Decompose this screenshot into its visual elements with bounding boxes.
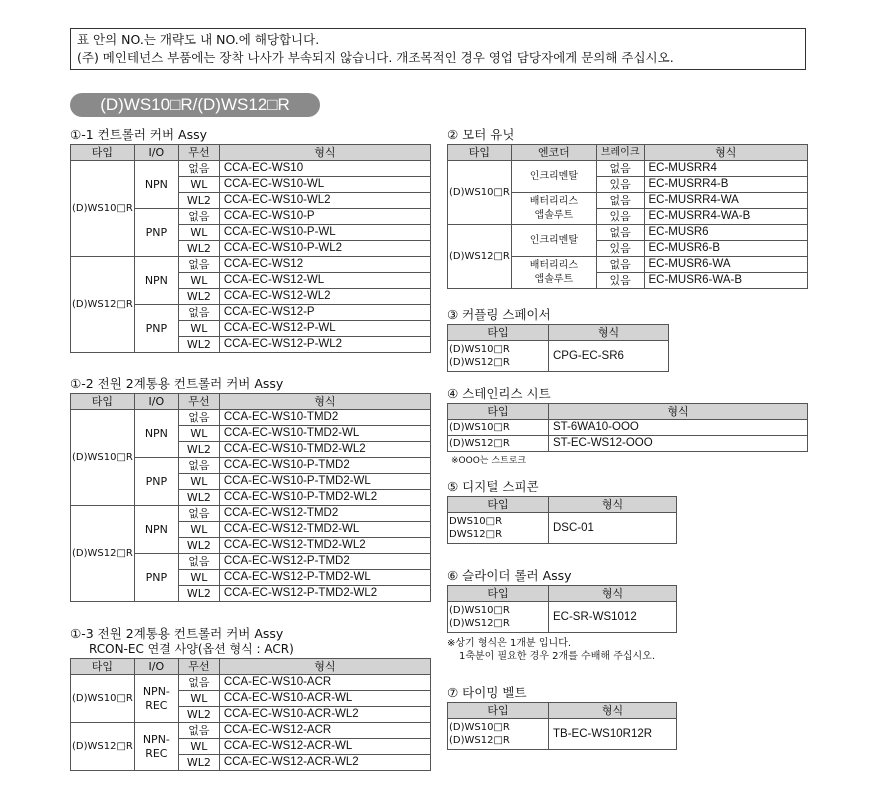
table-cell: NPN: [134, 257, 178, 305]
slider-roller-table: [447, 585, 677, 633]
table-row: [448, 513, 677, 544]
table-header-row: [71, 394, 431, 410]
section-title-5: ⑤ 디지털 스피콘: [447, 479, 539, 494]
table-header-row: [448, 497, 677, 513]
table-cell: 있음: [596, 209, 644, 225]
table-cell: CCA-EC-WS10-P: [219, 209, 430, 225]
table-cell: 형식: [219, 394, 430, 410]
table-row: [71, 506, 431, 522]
table-cell: WL2: [178, 586, 219, 602]
slider-note-2: 1축분이 필요한 경우 2개를 수배해 주십시오.: [459, 651, 656, 662]
table-cell: WL: [178, 522, 219, 538]
table-cell: 없음: [178, 554, 219, 570]
table-row: [448, 719, 677, 750]
dual-power-cover-table: [70, 393, 431, 602]
table-cell: CCA-EC-WS10-TMD2: [219, 410, 430, 426]
table-cell: 타입: [448, 325, 549, 341]
table-cell: CCA-EC-WS12-P-TMD2-WL: [219, 570, 430, 586]
table-row: [448, 225, 808, 241]
table-cell: (D)WS10□R (D)WS12□R: [448, 341, 549, 372]
col-model: 형식: [219, 145, 430, 161]
table-cell: (D)WS12□R: [448, 225, 512, 289]
table-cell: (D)WS10□R: [71, 161, 135, 257]
table-cell: 없음: [178, 305, 219, 321]
notice-line-2: (주) 메인테넌스 부품에는 장착 나사가 부속되지 않습니다. 개조목적인 경우 영업 담당자에게 문의해 주십시오.: [77, 50, 674, 65]
table-cell: WL2: [178, 490, 219, 506]
table-header-row: [448, 404, 808, 420]
table-row: [448, 420, 808, 436]
table-cell: WL: [178, 321, 219, 337]
table-cell: CCA-EC-WS12-TMD2-WL2: [219, 538, 430, 554]
timing-belt-table: [447, 702, 677, 750]
table-cell: WL2: [178, 193, 219, 209]
table-row: [448, 161, 808, 177]
table-cell: WL2: [178, 755, 219, 771]
table-cell: ST-EC-WS12-OOO: [549, 436, 808, 452]
table-cell: CCA-EC-WS12-P-WL: [219, 321, 430, 337]
table-cell: ST-6WA10-OOO: [549, 420, 808, 436]
table-cell: 타입: [448, 497, 549, 513]
table-cell: 없음: [596, 193, 644, 209]
table-cell: WL: [178, 739, 219, 755]
table-cell: EC-MUSRR4-WA-B: [644, 209, 808, 225]
table-cell: 형식: [219, 659, 430, 675]
table-row: [448, 602, 677, 633]
col-type: 타입: [71, 145, 135, 161]
table-cell: 인크리멘탈: [511, 161, 596, 193]
table-cell: 없음: [178, 209, 219, 225]
table-cell: (D)WS12□R: [71, 723, 135, 771]
table-cell: CCA-EC-WS10-ACR-WL: [219, 691, 430, 707]
table-cell: TB-EC-WS10R12R: [549, 719, 677, 750]
table-cell: CCA-EC-WS12-WL2: [219, 289, 430, 305]
table-cell: (D)WS10□R: [448, 161, 512, 225]
section-title-6: ⑥ 슬라이더 롤러 Assy: [447, 568, 572, 583]
table-cell: 타입: [448, 145, 512, 161]
table-cell: 없음: [178, 458, 219, 474]
table-cell: 형식: [549, 404, 808, 420]
table-cell: 없음: [178, 723, 219, 739]
table-cell: (D)WS12□R: [71, 257, 135, 353]
rcon-cover-table: [70, 658, 431, 771]
table-cell: CCA-EC-WS10-P-TMD2-WL: [219, 474, 430, 490]
table-row: [71, 675, 431, 691]
table-cell: 브레이크: [596, 145, 644, 161]
table-cell: CCA-EC-WS10-ACR: [219, 675, 430, 691]
table-cell: CCA-EC-WS12-P-TMD2-WL2: [219, 586, 430, 602]
table-cell: 없음: [596, 257, 644, 273]
table-cell: 형식: [549, 325, 669, 341]
digital-speedcon-table: [447, 496, 677, 544]
table-cell: WL2: [178, 289, 219, 305]
table-cell: 없음: [178, 675, 219, 691]
table-cell: (D)WS12□R: [71, 506, 135, 602]
table-cell: WL2: [178, 442, 219, 458]
table-cell: (D)WS10□R (D)WS12□R: [448, 602, 549, 633]
table-cell: 배터리리스 앱솔루트: [511, 257, 596, 289]
table-cell: 타입: [71, 659, 135, 675]
table-cell: CCA-EC-WS10: [219, 161, 430, 177]
table-cell: PNP: [134, 209, 178, 257]
table-cell: 없음: [596, 161, 644, 177]
table-cell: 있음: [596, 241, 644, 257]
table-cell: NPN: [134, 410, 178, 458]
controller-cover-table: [70, 144, 431, 353]
table-cell: 타입: [71, 394, 135, 410]
table-cell: 형식: [549, 703, 677, 719]
table-cell: 형식: [549, 586, 677, 602]
col-wireless: 무선: [178, 145, 219, 161]
table-cell: 있음: [596, 177, 644, 193]
stainless-note: ※OOO는 스트로크: [451, 456, 527, 466]
coupling-spacer-table: [447, 324, 669, 372]
table-cell: CCA-EC-WS10-ACR-WL2: [219, 707, 430, 723]
table-cell: 있음: [596, 273, 644, 289]
table-cell: WL2: [178, 337, 219, 353]
table-cell: (D)WS10□R: [448, 420, 549, 436]
table-cell: EC-MUSRR4: [644, 161, 808, 177]
table-row: [448, 436, 808, 452]
table-cell: NPN: [134, 506, 178, 554]
table-cell: 없음: [178, 161, 219, 177]
table-cell: CCA-EC-WS12-ACR-WL: [219, 739, 430, 755]
table-cell: (D)WS10□R: [71, 675, 135, 723]
table-cell: WL: [178, 474, 219, 490]
table-row: [71, 257, 431, 273]
table-cell: 없음: [178, 410, 219, 426]
table-header-row: [448, 145, 808, 161]
table-cell: WL: [178, 426, 219, 442]
table-row: [71, 723, 431, 739]
table-cell: 엔코더: [511, 145, 596, 161]
table-cell: NPN- REC: [134, 675, 178, 723]
table-cell: EC-MUSRR4-WA: [644, 193, 808, 209]
table-cell: 배터리리스 앱솔루트: [511, 193, 596, 225]
table-cell: EC-MUSR6-WA-B: [644, 273, 808, 289]
table-header-row: [71, 659, 431, 675]
table-row: [448, 341, 669, 372]
section-title-1-2: ①-2 전원 2계통용 컨트롤러 커버 Assy: [70, 376, 284, 391]
table-cell: CCA-EC-WS12-TMD2: [219, 506, 430, 522]
table-cell: 없음: [178, 257, 219, 273]
table-cell: CCA-EC-WS12-ACR: [219, 723, 430, 739]
table-cell: CCA-EC-WS12-ACR-WL2: [219, 755, 430, 771]
table-cell: WL2: [178, 241, 219, 257]
table-header-row: [71, 145, 431, 161]
table-cell: CCA-EC-WS10-TMD2-WL2: [219, 442, 430, 458]
stainless-sheet-table: [447, 403, 808, 452]
table-cell: WL: [178, 225, 219, 241]
table-cell: DWS10□R DWS12□R: [448, 513, 549, 544]
table-cell: (D)WS10□R: [71, 410, 135, 506]
notice-line-1: 표 안의 NO.는 개략도 내 NO.에 해당합니다.: [77, 32, 320, 47]
table-cell: CCA-EC-WS12-TMD2-WL: [219, 522, 430, 538]
table-cell: PNP: [134, 305, 178, 353]
table-cell: I/O: [134, 659, 178, 675]
table-cell: (D)WS12□R: [448, 436, 549, 452]
table-cell: CCA-EC-WS12-P-WL2: [219, 337, 430, 353]
motor-unit-table: [447, 144, 808, 289]
table-cell: (D)WS10□R (D)WS12□R: [448, 719, 549, 750]
table-cell: WL: [178, 273, 219, 289]
table-cell: WL2: [178, 707, 219, 723]
table-cell: 무선: [178, 394, 219, 410]
section-title-1-3: ①-3 전원 2계통용 컨트롤러 커버 Assy: [70, 626, 284, 641]
section-title-7: ⑦ 타이밍 벨트: [447, 685, 527, 700]
table-cell: 형식: [549, 497, 677, 513]
section-title-1-1: ①-1 컨트롤러 커버 Assy: [70, 127, 208, 142]
section-subtitle-1-3: RCON-EC 연결 사양(옵션 형식 : ACR): [89, 642, 294, 656]
section-title-4: ④ 스테인리스 시트: [447, 386, 551, 401]
table-cell: WL: [178, 570, 219, 586]
table-cell: PNP: [134, 554, 178, 602]
table-cell: CCA-EC-WS12: [219, 257, 430, 273]
table-cell: 인크리멘탈: [511, 225, 596, 257]
table-cell: NPN- REC: [134, 723, 178, 771]
table-header-row: [448, 325, 669, 341]
table-cell: NPN: [134, 161, 178, 209]
table-cell: EC-MUSR6-B: [644, 241, 808, 257]
table-cell: CCA-EC-WS10-WL: [219, 177, 430, 193]
table-cell: CCA-EC-WS10-P-WL2: [219, 241, 430, 257]
slider-note-1: ※상기 형식은 1개분 입니다.: [447, 638, 572, 649]
table-row: [71, 161, 431, 177]
table-cell: EC-MUSR6-WA: [644, 257, 808, 273]
table-cell: CCA-EC-WS10-P-TMD2-WL2: [219, 490, 430, 506]
table-header-row: [448, 703, 677, 719]
table-cell: 형식: [644, 145, 808, 161]
table-cell: EC-MUSRR4-B: [644, 177, 808, 193]
table-cell: 타입: [448, 586, 549, 602]
section-title-3: ③ 커플링 스페이서: [447, 307, 551, 322]
table-cell: CCA-EC-WS10-P-WL: [219, 225, 430, 241]
table-cell: CCA-EC-WS12-WL: [219, 273, 430, 289]
table-cell: 무선: [178, 659, 219, 675]
table-cell: 타입: [448, 703, 549, 719]
table-cell: DSC-01: [549, 513, 677, 544]
table-header-row: [448, 586, 677, 602]
notice-box: [70, 28, 806, 70]
table-cell: I/O: [134, 394, 178, 410]
table-cell: 없음: [178, 506, 219, 522]
table-cell: CCA-EC-WS10-P-TMD2: [219, 458, 430, 474]
table-cell: 타입: [448, 404, 549, 420]
table-cell: WL: [178, 177, 219, 193]
col-io: I/O: [134, 145, 178, 161]
table-cell: EC-SR-WS1012: [549, 602, 677, 633]
table-cell: 없음: [596, 225, 644, 241]
section-title-2: ② 모터 유닛: [447, 127, 515, 142]
table-cell: CCA-EC-WS12-P-TMD2: [219, 554, 430, 570]
table-cell: WL: [178, 691, 219, 707]
model-title: (D)WS10□R/(D)WS12□R: [70, 93, 320, 117]
table-cell: CCA-EC-WS10-WL2: [219, 193, 430, 209]
table-cell: WL2: [178, 538, 219, 554]
table-cell: PNP: [134, 458, 178, 506]
table-cell: CCA-EC-WS10-TMD2-WL: [219, 426, 430, 442]
table-row: [71, 410, 431, 426]
table-cell: CCA-EC-WS12-P: [219, 305, 430, 321]
table-cell: CPG-EC-SR6: [549, 341, 669, 372]
table-cell: EC-MUSR6: [644, 225, 808, 241]
